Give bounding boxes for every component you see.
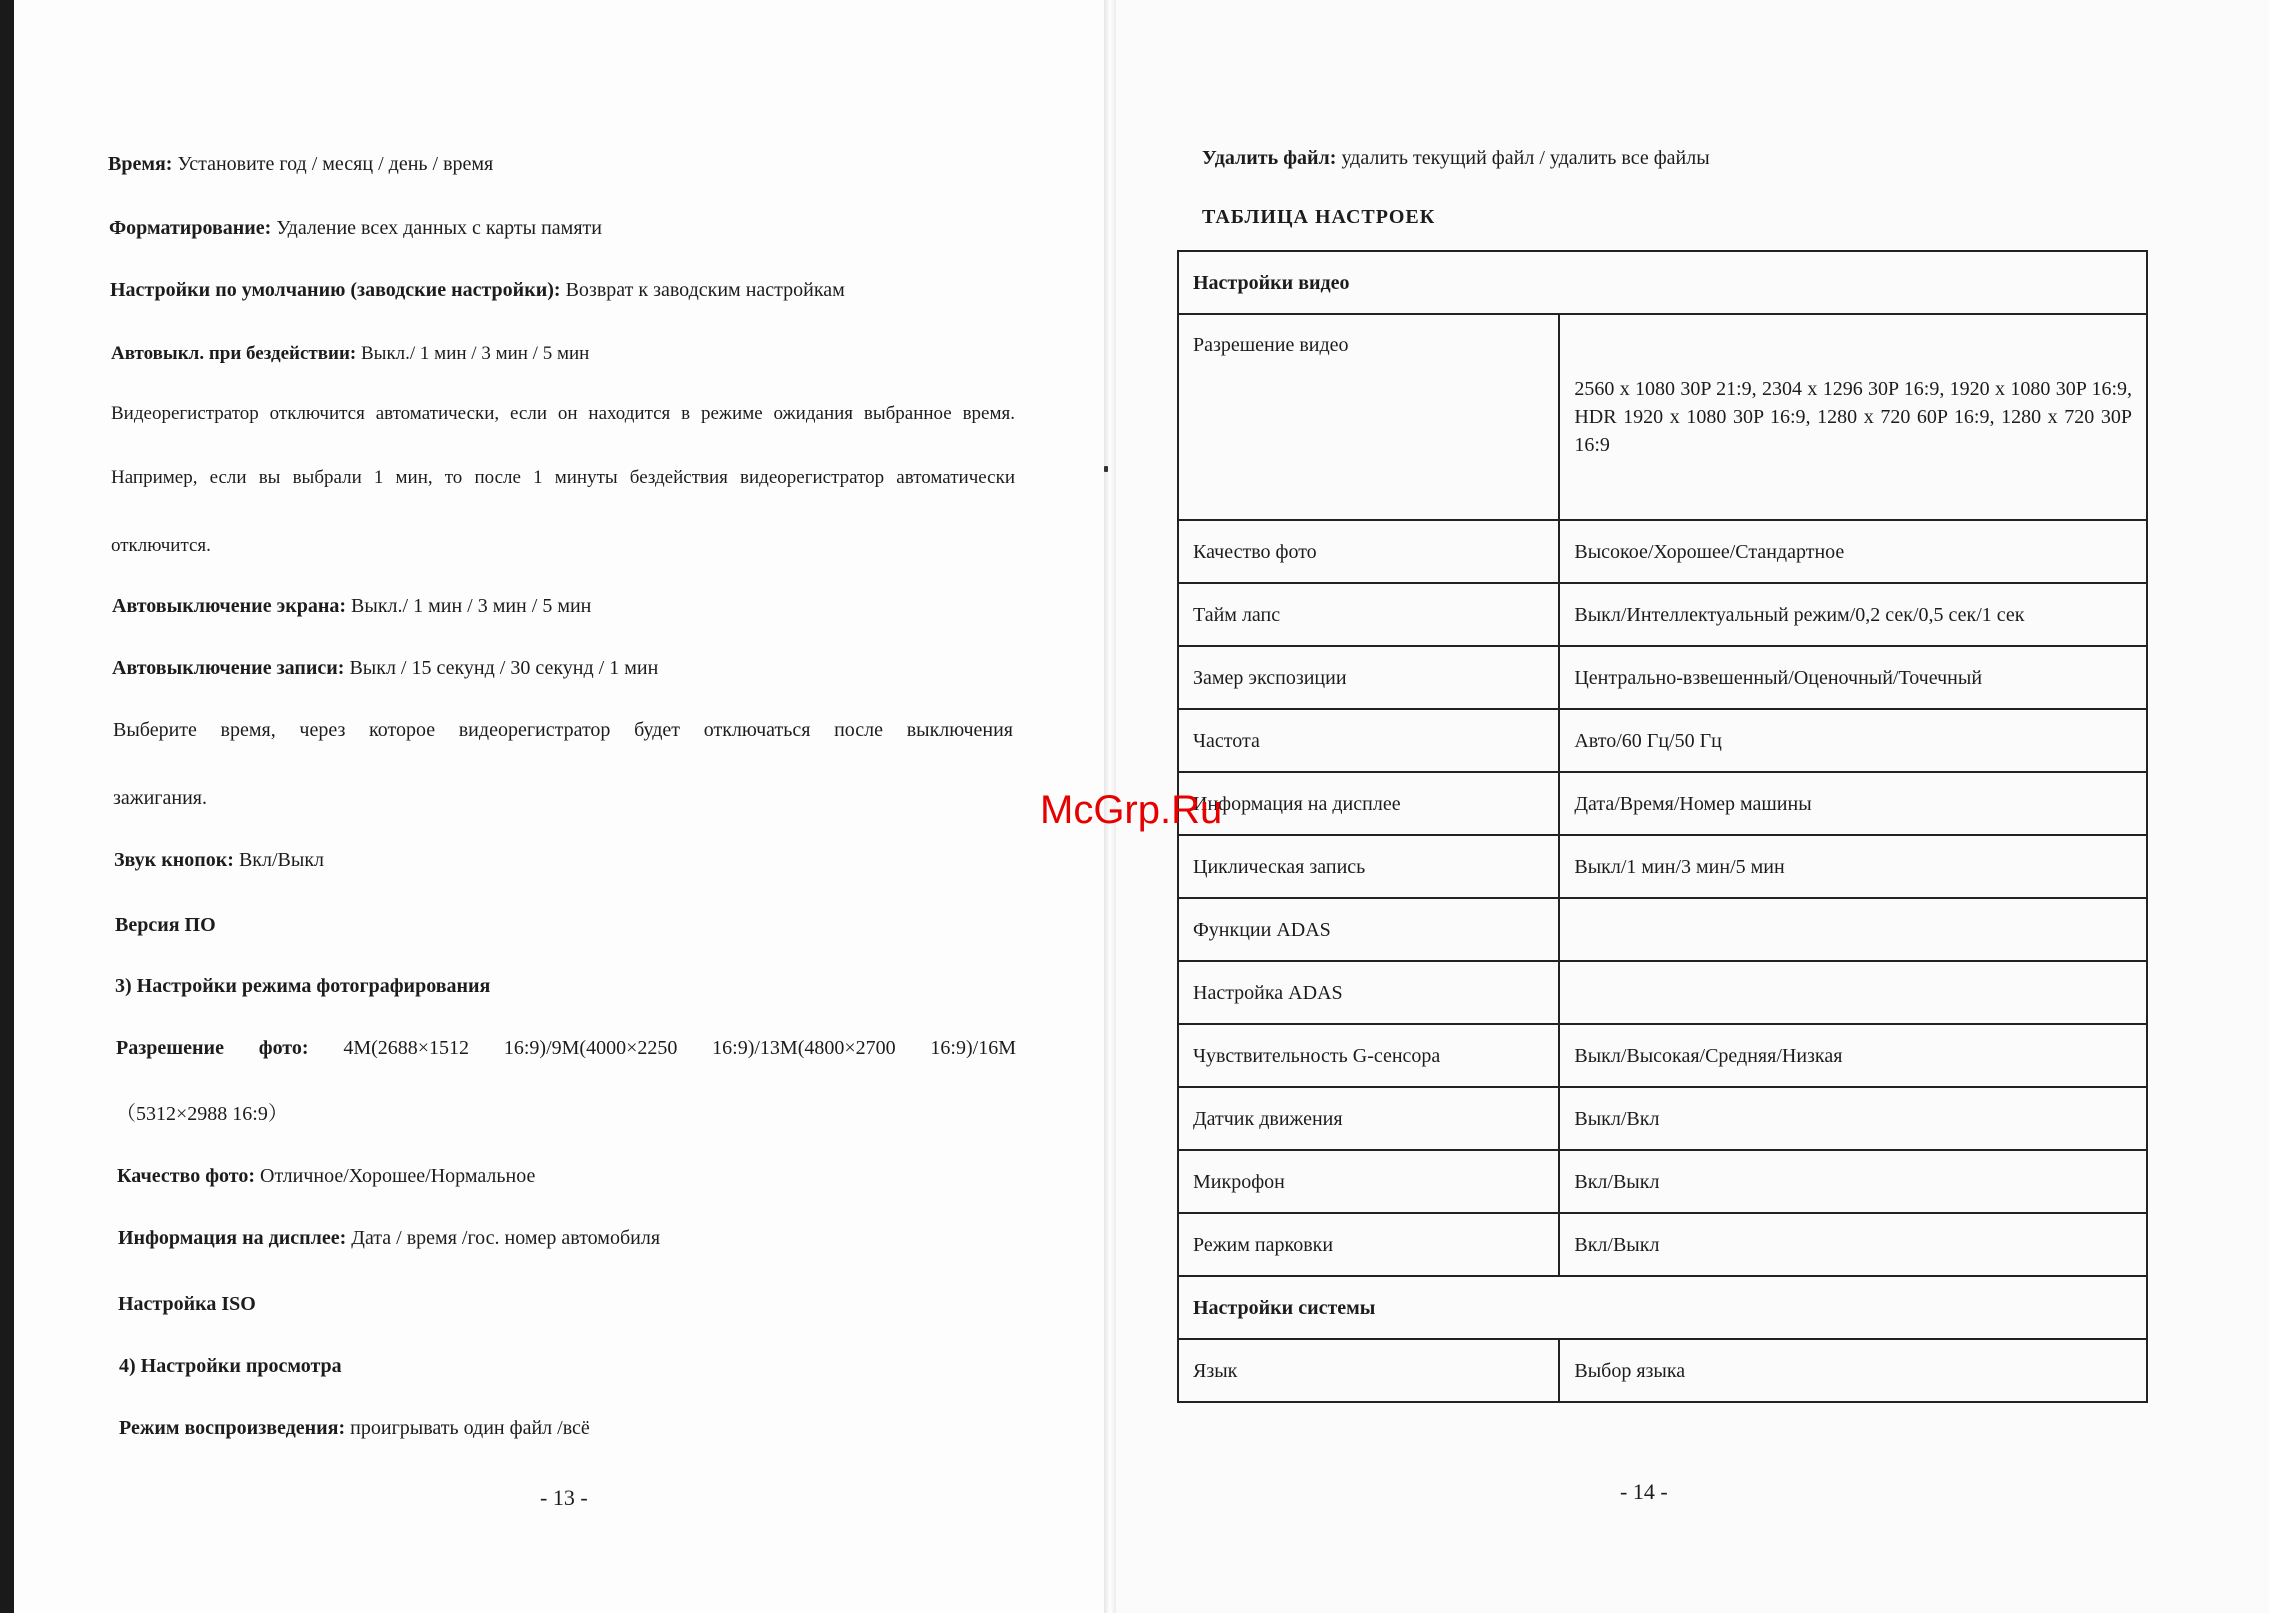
table-row xyxy=(1178,583,2147,646)
rec-off-desc-1: Выберите время, через которое видеорегистратор будет отключаться после выключения xyxy=(113,719,1013,741)
table-row xyxy=(1178,1213,2147,1276)
row-label: Частота xyxy=(1178,709,1559,772)
table-row xyxy=(1178,709,2147,772)
system-section-header: Настройки системы xyxy=(1178,1276,2147,1339)
row-value xyxy=(1559,961,2147,1024)
row-value: Выкл/1 мин/3 мин/5 мин xyxy=(1559,835,2147,898)
row-value: Центрально-взвешенный/Оценочный/Точечный xyxy=(1559,646,2147,709)
screen-auto-off: Автовыключение экрана: Выкл./ 1 мин / 3 мин / 5 мин xyxy=(112,595,592,617)
row-value: Дата/Время/Номер машины xyxy=(1559,772,2147,835)
row-value xyxy=(1559,898,2147,961)
iso-setting: Настройка ISO xyxy=(118,1293,256,1315)
row-value: Выкл/Высокая/Средняя/Низкая xyxy=(1559,1024,2147,1087)
row-value: Вкл/Выкл xyxy=(1559,1150,2147,1213)
auto-off-desc-3: отключится. xyxy=(111,535,211,556)
photo-display-info: Информация на дисплее: Дата / время /гос. номер автомобиля xyxy=(118,1227,661,1249)
table-row xyxy=(1178,898,2147,961)
auto-off-idle: Автовыкл. при бездействии: Выкл./ 1 мин / 3 мин / 5 мин xyxy=(111,343,590,364)
settings-table-title: ТАБЛИЦА НАСТРОЕК xyxy=(1202,206,1436,228)
table-section-row xyxy=(1178,251,2147,314)
row-label: Функции ADAS xyxy=(1178,898,1559,961)
row-label: Датчик движения xyxy=(1178,1087,1559,1150)
language-value: Выбор языка xyxy=(1559,1339,2147,1402)
video-section-header: Настройки видео xyxy=(1178,251,2147,314)
table-row xyxy=(1178,646,2147,709)
row-label: Чувствительность G-сенсора xyxy=(1178,1024,1559,1087)
table-row xyxy=(1178,314,2147,520)
settings-table xyxy=(1177,250,2148,1403)
playback-mode: Режим воспроизведения: проигрывать один файл /всё xyxy=(119,1417,590,1439)
row-value: Высокое/Хорошее/Стандартное xyxy=(1559,520,2147,583)
photo-quality: Качество фото: Отличное/Хорошее/Нормальное xyxy=(117,1165,536,1187)
rec-auto-off: Автовыключение записи: Выкл / 15 секунд / 30 секунд / 1 мин xyxy=(112,657,659,679)
firmware-version: Версия ПО xyxy=(115,914,216,936)
language-label: Язык xyxy=(1178,1339,1559,1402)
scan-speck xyxy=(1104,466,1108,472)
table-row xyxy=(1178,1339,2147,1402)
table-row xyxy=(1178,835,2147,898)
default-setting: Настройки по умолчанию (заводские настройки): Возврат к заводским настройкам xyxy=(110,279,845,301)
button-sound: Звук кнопок: Вкл/Выкл xyxy=(114,849,325,871)
resolution-label: Разрешение видео xyxy=(1178,314,1559,520)
row-label: Настройка ADAS xyxy=(1178,961,1559,1024)
row-label: Тайм лапс xyxy=(1178,583,1559,646)
view-section-heading: 4) Настройки просмотра xyxy=(119,1355,342,1377)
row-value: Выкл/Интеллектуальный режим/0,2 сек/0,5 сек/1 сек xyxy=(1559,583,2147,646)
row-label: Информация на дисплее xyxy=(1178,772,1559,835)
watermark: McGrp.Ru xyxy=(1040,788,1223,832)
page-number-right: - 14 - xyxy=(1620,1479,1668,1504)
row-value: Выкл/Вкл xyxy=(1559,1087,2147,1150)
table-section-row xyxy=(1178,1276,2147,1339)
auto-off-desc-1: Видеорегистратор отключится автоматически, если он находится в режиме ожидания выбранное время. xyxy=(111,403,1015,424)
delete-file: Удалить файл: удалить текущий файл / удалить все файлы xyxy=(1202,147,1710,169)
table-row xyxy=(1178,1087,2147,1150)
row-label: Циклическая запись xyxy=(1178,835,1559,898)
row-label: Режим парковки xyxy=(1178,1213,1559,1276)
table-row xyxy=(1178,520,2147,583)
row-value: Авто/60 Гц/50 Гц xyxy=(1559,709,2147,772)
page-number-left: - 13 - xyxy=(540,1485,588,1510)
row-label: Замер экспозиции xyxy=(1178,646,1559,709)
table-row xyxy=(1178,961,2147,1024)
row-label: Качество фото xyxy=(1178,520,1559,583)
row-value: Вкл/Выкл xyxy=(1559,1213,2147,1276)
row-label: Микрофон xyxy=(1178,1150,1559,1213)
photo-resolution: Разрешение фото: 4M(2688×1512 16:9)/9M(4000×2250 16:9)/13M(4800×2700 16:9)/16M xyxy=(116,1037,1016,1059)
rec-off-desc-2: зажигания. xyxy=(113,787,207,809)
resolution-value: 2560 x 1080 30P 21:9, 2304 x 1296 30P 16:9, 1920 x 1080 30P 16:9, HDR 1920 x 1080 30P 16:9, 1280 x 720 60P 16:9, 1280 x 720 30P 16:9 xyxy=(1559,314,2147,520)
photo-resolution-2: （5312×2988 16:9） xyxy=(116,1103,288,1125)
format-setting: Форматирование: Удаление всех данных с карты памяти xyxy=(109,217,602,239)
photo-section-heading: 3) Настройки режима фотографирования xyxy=(115,975,491,997)
table-row xyxy=(1178,1150,2147,1213)
time-setting: Время: Установите год / месяц / день / время xyxy=(108,153,494,175)
table-row xyxy=(1178,772,2147,835)
table-row xyxy=(1178,1024,2147,1087)
auto-off-desc-2: Например, если вы выбрали 1 мин, то после 1 минуты бездействия видеорегистратор автоматически xyxy=(111,467,1015,488)
